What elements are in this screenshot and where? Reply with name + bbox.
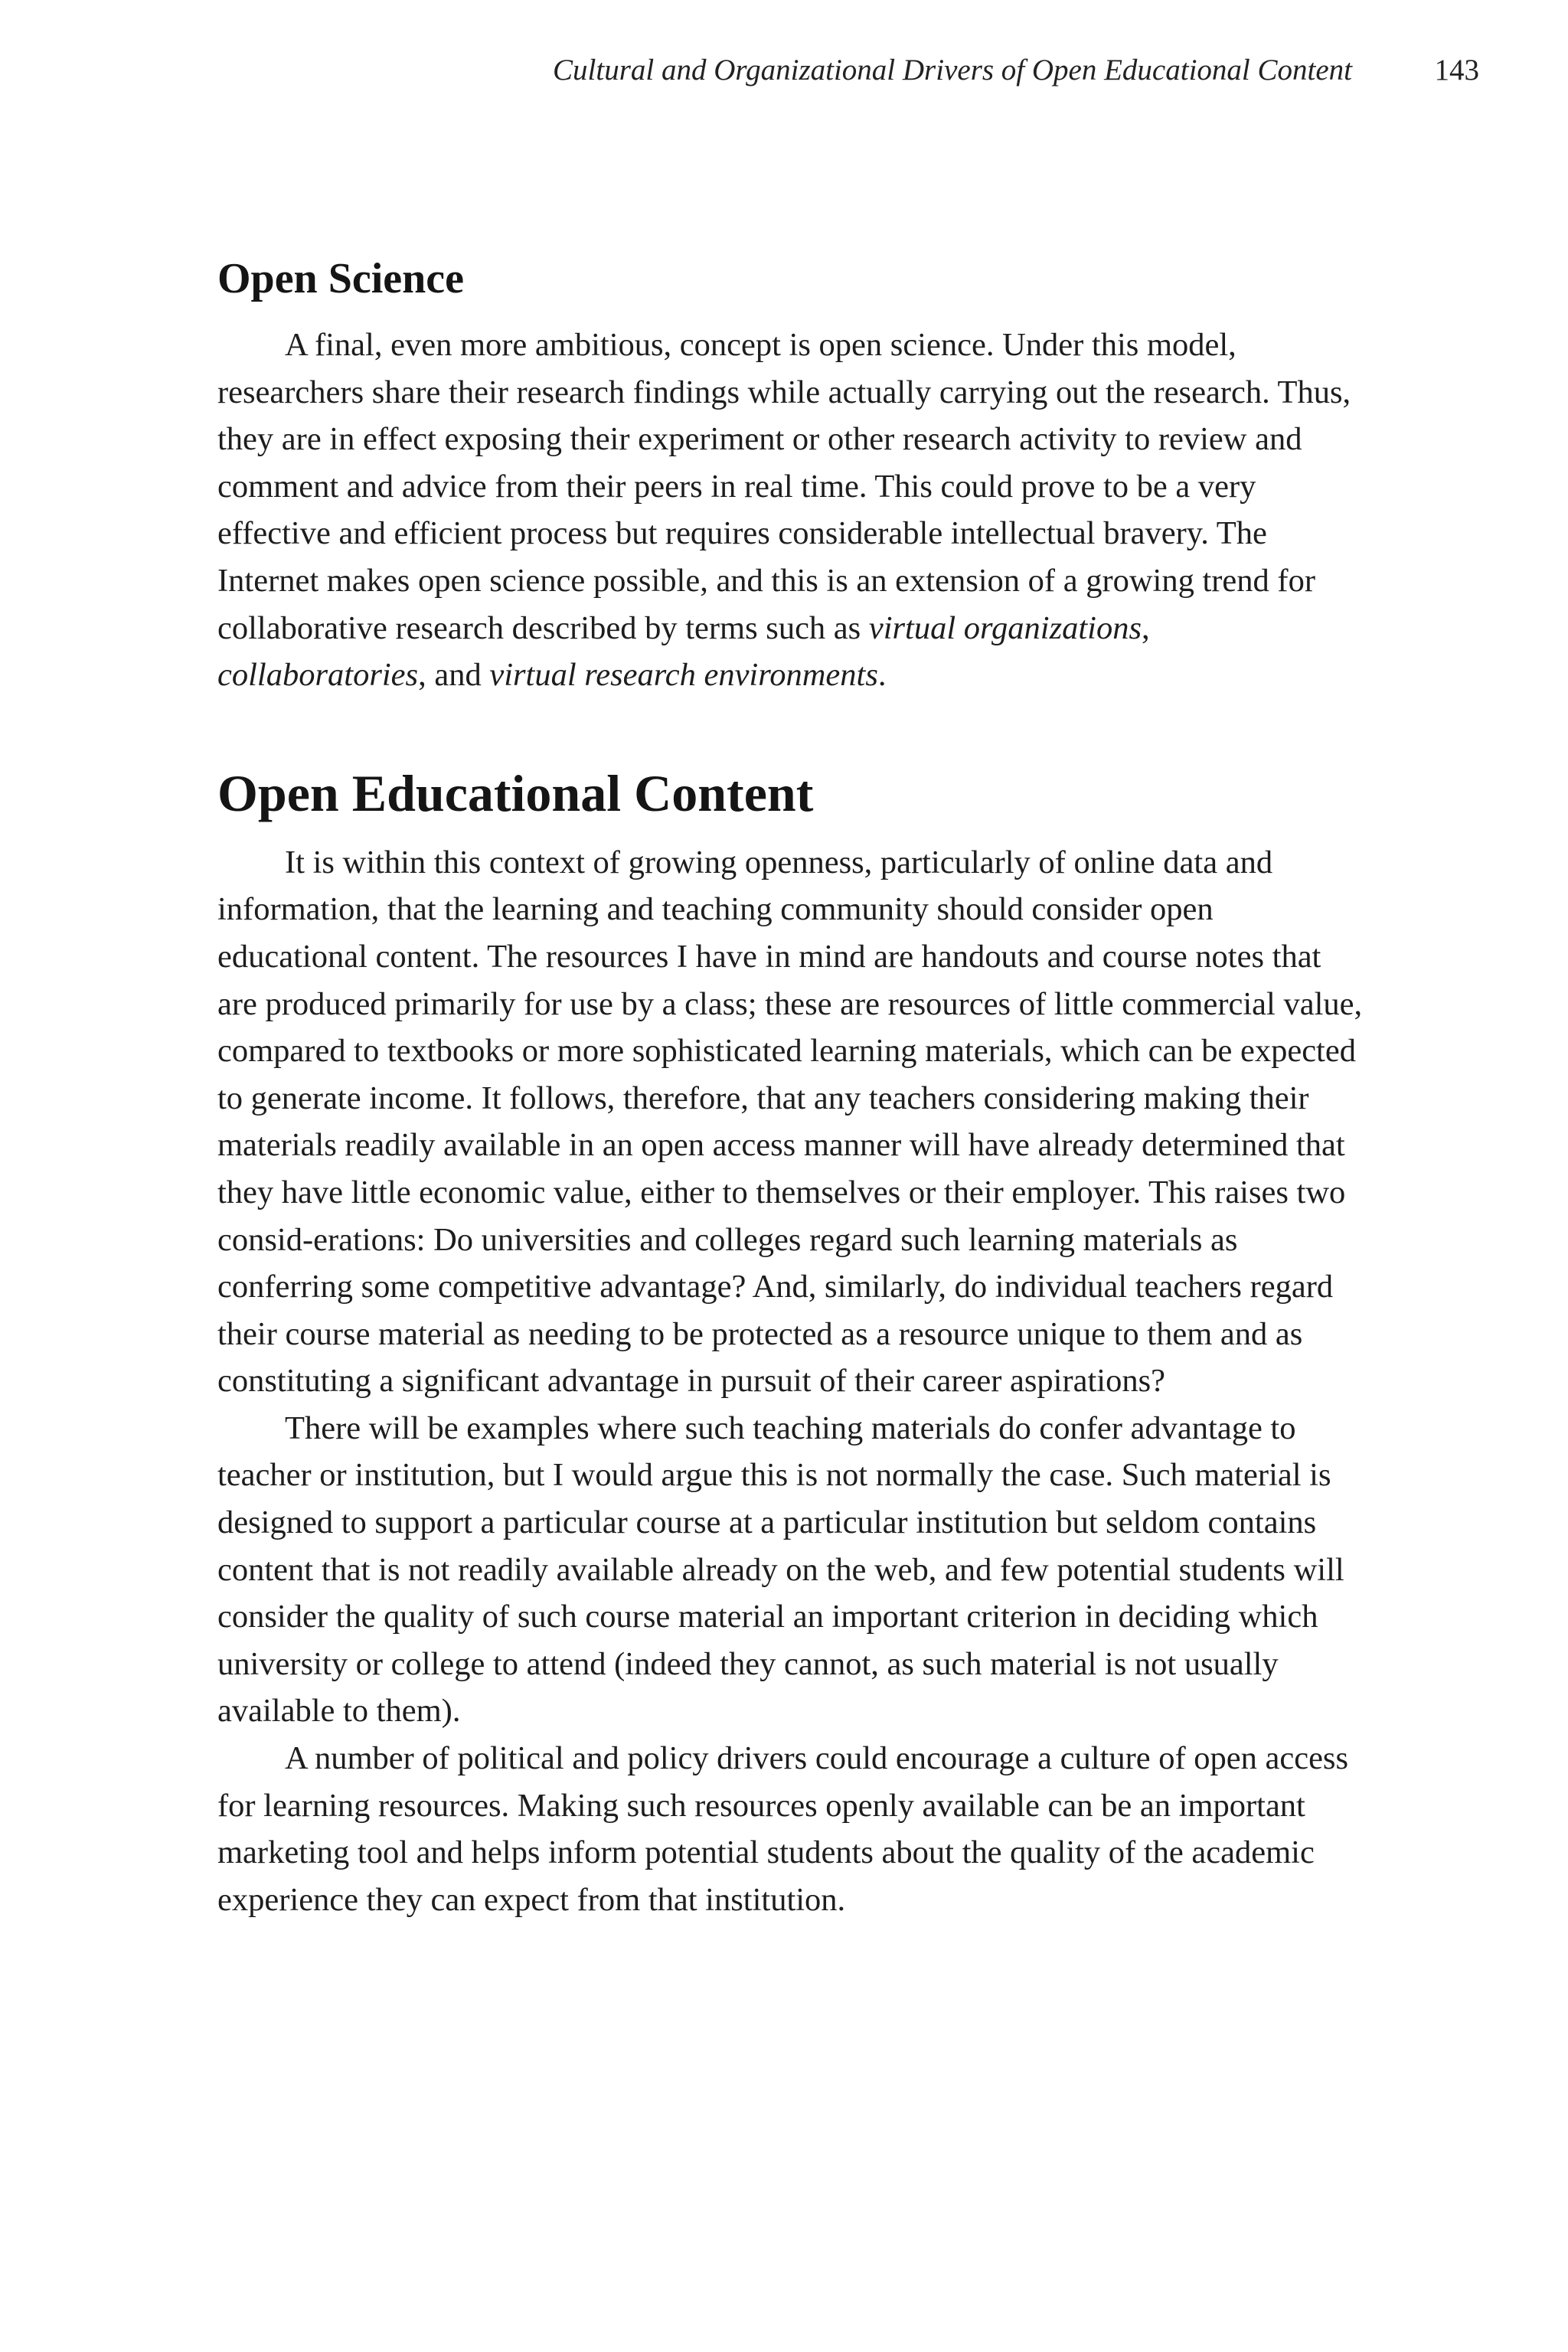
section-open-science <box>217 243 1366 699</box>
section-open-educational-content <box>217 756 1366 1924</box>
page-number: 143 <box>1434 54 1479 87</box>
italic-term: collaboratories <box>217 657 419 694</box>
paragraph-text: . <box>877 657 887 694</box>
body-paragraph: A number of political and policy drivers could encourage a culture of open access for learning resources. Making such resources openly available can be an important marketing tool and helps inform potential students about the quality of the academic experience they can expect from that institution. <box>217 1740 1349 1918</box>
running-head <box>0 47 1568 93</box>
page-body <box>217 243 1366 1923</box>
paragraph-text: A final, even more ambitious, concept is open science. Under this model, researchers share their research findings while actually carrying out the research. Thus, they are in effect exposing their experiment or other research activity to review and comment and advice from their peers in real time. This could prove to be a very effective and efficient process but requires considerable intellectual bravery. The Internet makes open science possible, and this is an extension of a growing trend for collaborative research described by terms such as <box>217 327 1351 646</box>
section-heading-open-science: Open Science <box>217 255 464 302</box>
body-paragraph: It is within this context of growing openness, particularly of online data and information, that the learning and teaching community should consider open educational content. The resources I have in mind are handouts and course notes that are produced primarily for use by a class; these are resources of little commercial value, compared to textbooks or more sophisticated learning materials, which can be expected to generate income. It follows, therefore, that any teachers considering making their materials readily available in an open access manner will have already determined that they have little economic value, either to themselves or their employer. This raises two consid-erations: Do universities and colleges regard such learning materials as conferring some competitive advantage? And, similarly, do individual teachers regard their course material as needing to be protected as a resource unique to them and as constituting a significant advantage in pursuit of their career aspirations? <box>217 844 1363 1400</box>
running-head-title: Cultural and Organizational Drivers of Open Educational Content <box>553 54 1352 87</box>
section-heading-open-educational-content: Open Educational Content <box>217 763 814 822</box>
italic-term: virtual organizations <box>868 609 1142 646</box>
paragraph-text: , <box>1142 609 1150 646</box>
paragraph-text: , and <box>418 657 490 694</box>
open-science-paragraph <box>217 322 1366 699</box>
italic-term: virtual research environments <box>489 657 878 694</box>
body-paragraph: There will be examples where such teaching materials do confer advantage to teacher or institution, but I would argue this is not normally the case. Such material is designed to support a particular course at a particular institution but seldom contains content that is not readily available already on the web, and few potential students will consider the quality of such course material an important criterion in deciding which university or college to attend (indeed they cannot, as such material is not usually available to them). <box>217 1410 1344 1730</box>
